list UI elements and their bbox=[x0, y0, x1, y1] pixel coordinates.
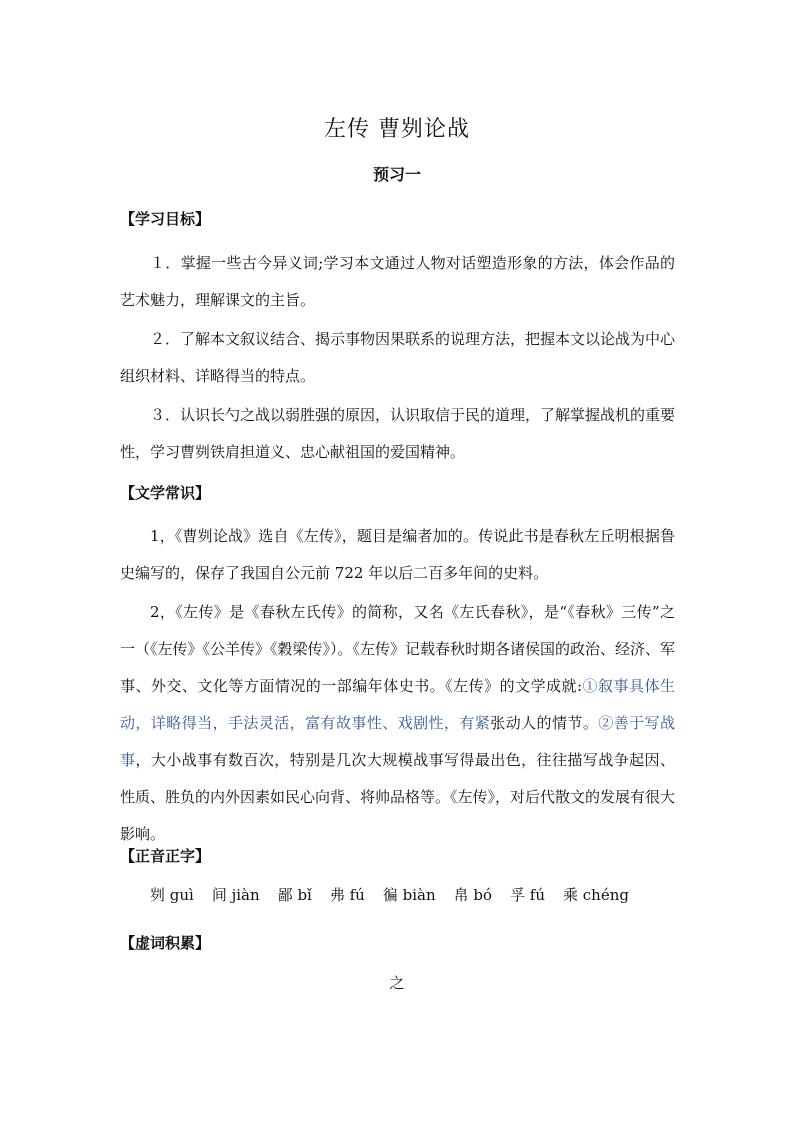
literature-paragraph-1: 1，《曹刿论战》选自《左传》，题目是编者加的。传说此书是春秋左丘明根据鲁史编写的，保存了我国自公元前 722 年以后二百多年间的史料。 bbox=[120, 527, 675, 582]
pinyin-item: 鄙 bǐ bbox=[277, 886, 312, 904]
goal-3: ３．认识长勺之战以弱胜强的原因，认识取信于民的道理，了解掌握战机的重要性，学习曹刿铁肩担道义、忠心献祖国的爱国精神。 bbox=[120, 406, 676, 461]
function-word: 之 bbox=[389, 974, 405, 992]
pinyin-item: 刿 guì bbox=[150, 886, 194, 904]
page-subtitle: 预习一 bbox=[372, 165, 421, 184]
literature-paragraph-2 bbox=[120, 594, 675, 853]
goal-1: １．掌握一些古今异义词;学习本文通过人物对话塑造形象的方法，体会作品的艺术魅力，理解课文的主旨。 bbox=[120, 254, 675, 309]
page-title: 左传 曹刿论战 bbox=[324, 117, 470, 142]
pinyin-list bbox=[150, 884, 629, 905]
pinyin-item: 弗 fú bbox=[329, 886, 365, 904]
pinyin-item: 孚 fú bbox=[510, 886, 545, 904]
literature-text-a: 2，《左传》是《春秋左氏传》的简称，又名《左氏春秋》，是“《春秋》三传”之一（《左传》《公羊传》《穀梁传》）。《左传》记载春秋时期各诸侯国的政治、经济、军事、外交、文化等方面情况的一部编年体史书。《左传》的文学成就: bbox=[120, 603, 676, 695]
pinyin-item: 帛 bó bbox=[453, 886, 493, 904]
literature-text-c: ，大小战事有数百次，特别是几次大规模战事写得最出色，往往描写战争起因、性质、胜负的内外因素如民心向背、将帅品格等。《左传》，对后代散文的发展有很大影响。 bbox=[120, 751, 676, 843]
section-heading-goals: 【学习目标】 bbox=[120, 210, 211, 228]
goal-2: ２．了解本文叙议结合、揭示事物因果联系的说理方法，把握本文以论战为中心组织材料、详略得当的特点。 bbox=[120, 330, 676, 385]
literature-highlight-1: ①叙事具体生动，详略得当，手法灵活，富有故事性、戏剧性，有紧 bbox=[120, 677, 675, 732]
section-heading-function-words: 【虚词积累】 bbox=[120, 934, 211, 952]
literature-highlight-2: ②善于写战事 bbox=[120, 714, 675, 769]
section-heading-literature: 【文学常识】 bbox=[120, 484, 211, 502]
literature-text-b: 张动人的情节。 bbox=[490, 714, 599, 732]
pinyin-item: 间 jiàn bbox=[211, 886, 260, 904]
pinyin-item: 乘 chéng bbox=[563, 886, 629, 904]
pinyin-item: 徧 biàn bbox=[382, 886, 436, 904]
section-heading-pronunciation: 【正音正字】 bbox=[120, 847, 211, 865]
